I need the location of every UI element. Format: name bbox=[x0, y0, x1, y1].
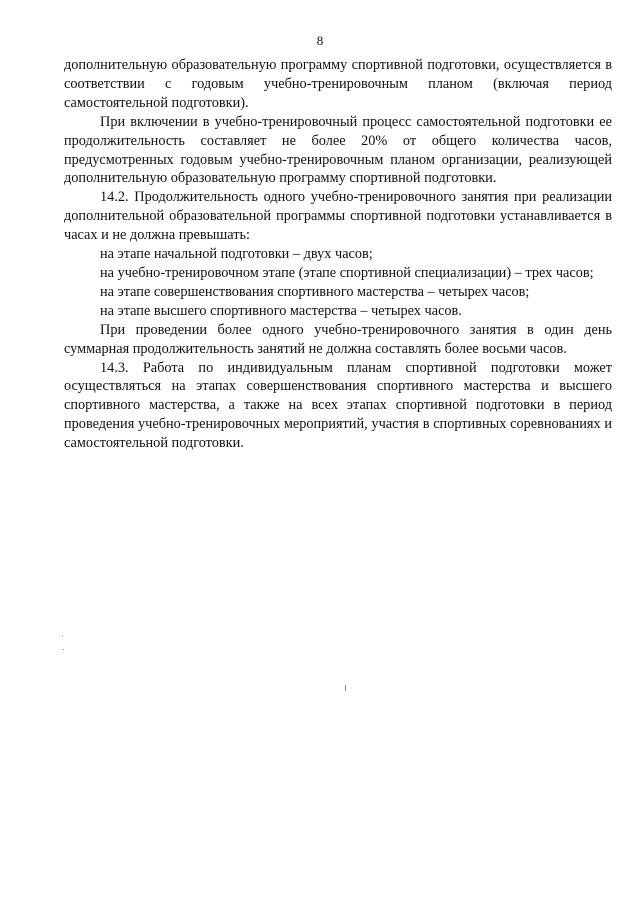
paragraph-14-2: 14.2. Продолжительность одного учебно-тренировочного занятия при реализации дополнительной образовательной программы спортивной подготовки устанавливается в часах и не должна превышать: bbox=[64, 189, 612, 244]
paragraph-continuation: дополнительную образовательную программу спортивной подготовки, осуществляется в соответствии с годовым учебно-тренировочным планом (включая период самостоятельной подготовки). bbox=[64, 57, 612, 111]
paragraph-multiple-sessions: При проведении более одного учебно-тренировочного занятия в один день суммарная продолжительность занятий не должна составлять более восьми часов. bbox=[64, 321, 612, 357]
paragraph-14-3: 14.3. Работа по индивидуальным планам спортивной подготовки может осуществляться на этапах совершенствования спортивного мастерства и высшего спортивного мастерства, а также на всех этапах спортивной подготовки в период проведения учебно-тренировочных мероприятий, участия в спортивных соревнованиях и самостоятельной подготовки. bbox=[64, 359, 612, 452]
scan-speck bbox=[63, 649, 64, 650]
scan-speck bbox=[62, 636, 63, 637]
list-item-training-stage: на учебно-тренировочном этапе (этапе спортивной специализации) – трех часов; bbox=[100, 264, 594, 281]
paragraph-independent-training: При включении в учебно-тренировочный процесс самостоятельной подготовки ее продолжительность составляет не более 20% от общего количества часов, предусмотренных годовым учебно-тренировочным планом организации, реализующей дополнительную образовательную программу спортивной подготовки. bbox=[64, 113, 612, 187]
document-body bbox=[64, 56, 612, 453]
list-item-improvement-stage: на этапе совершенствования спортивного мастерства – четырех часов; bbox=[100, 283, 530, 300]
list-item-higher-mastery-stage: на этапе высшего спортивного мастерства – четырех часов. bbox=[100, 302, 462, 319]
list-item-initial-stage: на этапе начальной подготовки – двух часов; bbox=[100, 246, 373, 263]
scan-speck bbox=[345, 685, 346, 691]
page-number: 8 bbox=[316, 33, 324, 48]
